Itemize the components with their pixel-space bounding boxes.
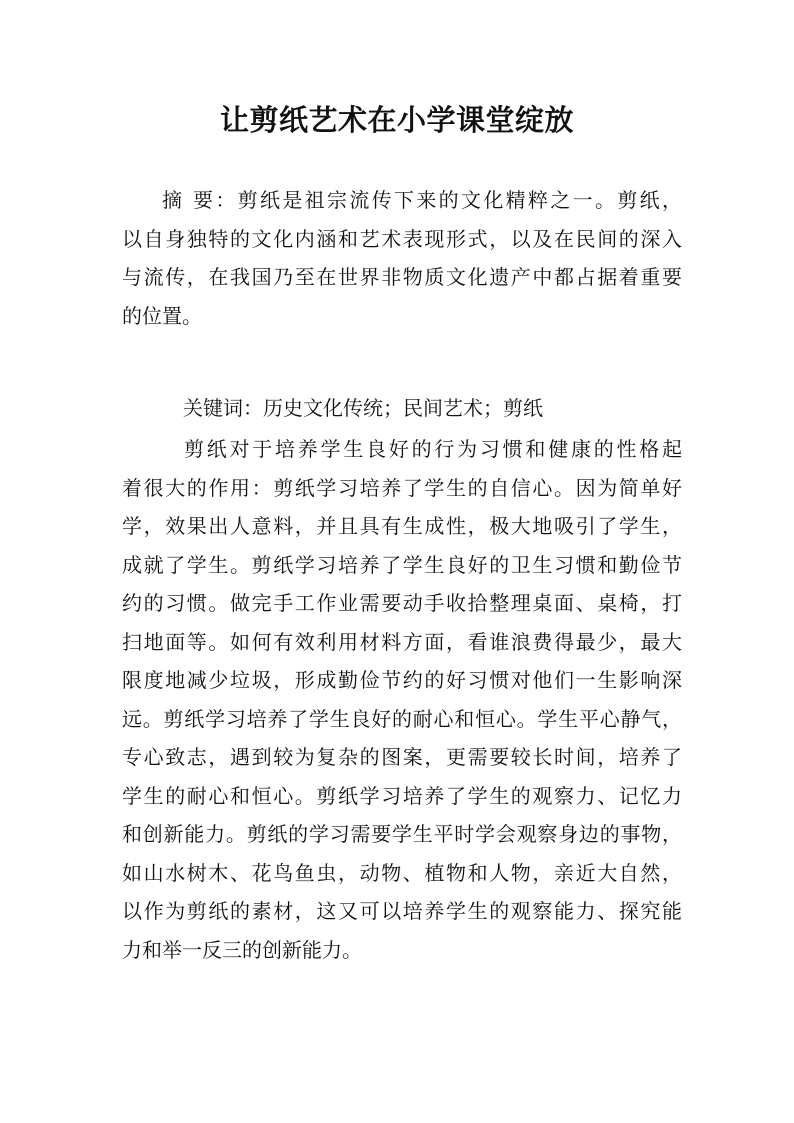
body-line: 成就了学生。剪纸学习培养了学生良好的卫生习惯和勤俭节	[122, 552, 682, 577]
body-line: 限度地减少垃圾，形成勤俭节约的好习惯对他们一生影响深	[122, 668, 682, 692]
document-title: 让剪纸艺术在小学课堂绽放	[219, 103, 574, 137]
body-line: 学生的耐心和恒心。剪纸学习培养了学生的观察力、记忆力	[122, 783, 682, 808]
body-line: 学，效果出人意料，并且具有生成性，极大地吸引了学生，	[122, 514, 682, 538]
abstract-line: 的位置。	[122, 303, 202, 328]
abstract-line: 摘 要：剪纸是祖宗流传下来的文化精粹之一。剪纸，	[162, 188, 682, 212]
body-line: 专心致志，遇到较为复杂的图案，更需要较长时间，培养了	[122, 745, 682, 769]
body-line: 着很大的作用：剪纸学习培养了学生的自信心。因为简单好	[122, 475, 682, 500]
body-line: 剪纸对于培养学生良好的行为习惯和健康的性格起	[184, 437, 682, 461]
body-line: 扫地面等。如何有效利用材料方面，看谁浪费得最少，最大	[122, 629, 682, 654]
body-line: 和创新能力。剪纸的学习需要学生平时学会观察身边的事物，	[122, 822, 682, 846]
keywords-line: 关键词：历史文化传统；民间艺术；剪纸	[183, 396, 543, 420]
body-line: 远。剪纸学习培养了学生良好的耐心和恒心。学生平心静气，	[122, 706, 682, 731]
body-paragraph	[122, 430, 682, 969]
body-line: 约的习惯。做完手工作业需要动手收拾整理桌面、桌椅，打	[122, 591, 682, 615]
abstract-paragraph	[122, 181, 682, 335]
abstract-line: 与流传，在我国乃至在世界非物质文化遗产中都占据着重要	[122, 265, 682, 289]
body-line: 如山水树木、花鸟鱼虫，动物、植物和人物，亲近大自然，	[122, 860, 682, 885]
body-line: 力和举一反三的创新能力。	[122, 937, 362, 962]
abstract-line: 以自身独特的文化内涵和艺术表现形式，以及在民间的深入	[122, 226, 682, 251]
body-line: 以作为剪纸的素材，这又可以培养学生的观察能力、探究能	[122, 899, 682, 923]
keywords-paragraph	[183, 389, 683, 428]
